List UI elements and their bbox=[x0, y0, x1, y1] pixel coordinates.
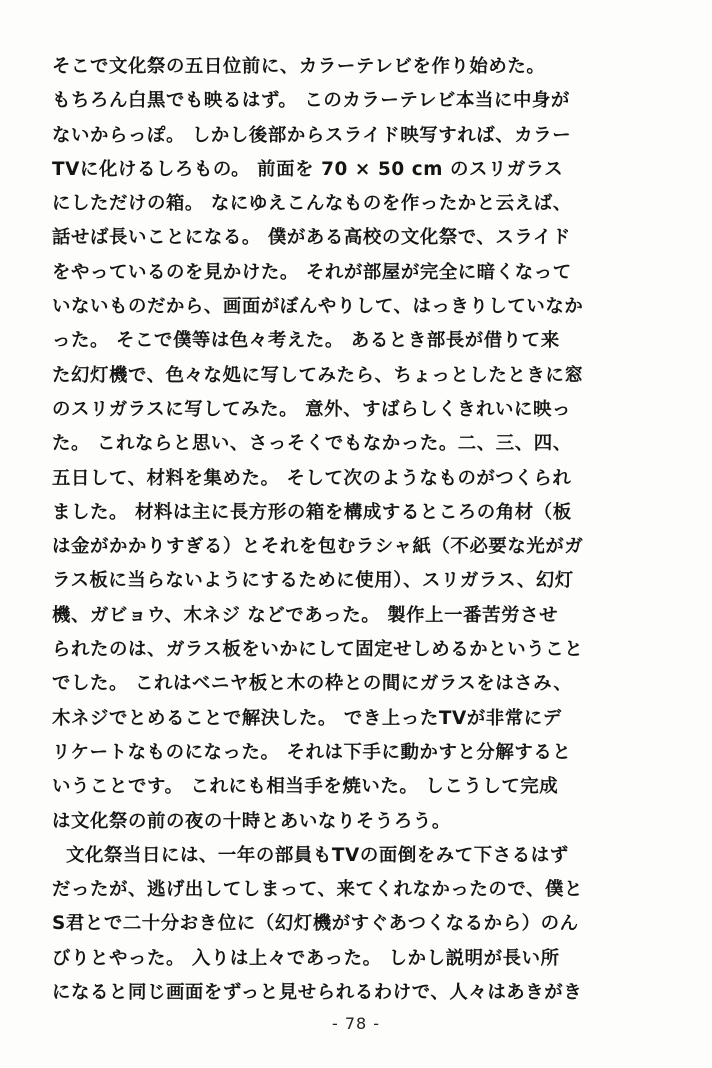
text-line: った。 そこで僕等は色々考えた。 あるとき部長が借りて来 bbox=[52, 330, 560, 352]
text-line: びりとやった。 入りは上々であった。 しかし説明が長い所 bbox=[52, 947, 560, 969]
text-line: にしただけの箱。 なにゆえこんなものを作ったかと云えば、 bbox=[52, 193, 572, 215]
text-line: 機、ガビョウ、木ネジ などであった。 製作上一番苦労させ bbox=[52, 604, 559, 626]
text-line: そこで文化祭の五日位前に、カラーテレビを作り始めた。 bbox=[52, 56, 546, 77]
text-line: ました。 材料は主に長方形の箱を構成するところの角材（板 bbox=[52, 501, 572, 523]
body-text bbox=[52, 50, 672, 1010]
text-line: TVに化けるしろもの。 前面を 70 × 50 cm のスリガラス bbox=[52, 158, 564, 180]
text-line: ないからっぽ。 しかし後部からスライド映写すれば、カラー bbox=[52, 124, 572, 146]
text-line: は金がかかりすぎる）とそれを包むラシャ紙（不必要な光がガ bbox=[52, 536, 584, 558]
text-line: いうことです。 これにも相当手を焼いた。 しこうして完成 bbox=[52, 776, 559, 798]
page-number: - 78 - bbox=[331, 1014, 381, 1033]
text-line: 五日して、材料を集めた。 そして次のようなものがつくられ bbox=[52, 467, 572, 489]
text-line: リケートなものになった。 それは下手に動かすと分解すると bbox=[52, 741, 572, 763]
text-line: た幻灯機で、色々な処に写してみたら、ちょっとしたときに窓 bbox=[52, 364, 584, 386]
text-line: もちろん白黒でも映るはず。 このカラーテレビ本当に中身が bbox=[52, 90, 570, 112]
text-line: でした。 これはベニヤ板と木の枠との間にガラスをはさみ、 bbox=[52, 673, 573, 695]
text-line: だったが、逃げ出してしまって、来てくれなかったので、僕と bbox=[52, 879, 584, 901]
text-line: をやっているのを見かけた。 それが部屋が完全に暗くなって bbox=[52, 261, 572, 283]
text-line: は文化祭の前の夜の十時とあいなりそうろう。 bbox=[52, 810, 451, 832]
text-line: 木ネジでとめることで解決した。 でき上ったTVが非常にデ bbox=[52, 707, 562, 729]
text-line: られたのは、ガラス板をいかにして固定せしめるかということ bbox=[52, 639, 584, 661]
text-line: ラス板に当らないようにするために使用）、スリガラス、幻灯 bbox=[52, 570, 574, 592]
text-line: S君とで二十分おき位に（幻灯機がすぐあつくなるから）のん bbox=[52, 913, 579, 935]
text-line: た。 これならと思い、さっそくでもなかった。二、三、四、 bbox=[52, 433, 572, 455]
text-line: のスリガラスに写してみた。 意外、すばらしくきれいに映っ bbox=[52, 398, 572, 420]
text-line: いないものだから、画面がぼんやりして、はっきりしていなか bbox=[52, 296, 584, 318]
text-line: になると同じ画面をずっと見せられるわけで、人々はあきがき bbox=[52, 982, 583, 1004]
paragraph-start-line: 文化祭当日には、一年の部員もTVの面倒をみて下さるはず bbox=[66, 844, 569, 866]
text-line: 話せば長いことになる。 僕がある高校の文化祭で、スライド bbox=[52, 227, 571, 249]
